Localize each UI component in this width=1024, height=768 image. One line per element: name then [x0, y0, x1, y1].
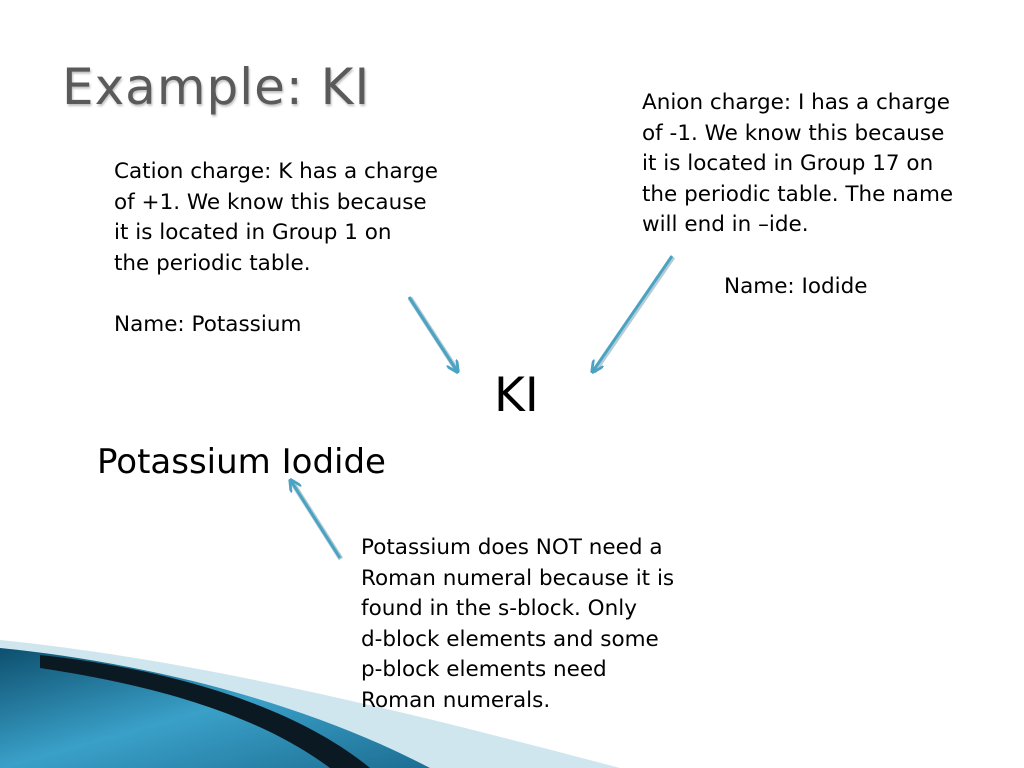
- spacer: [642, 241, 1022, 272]
- cation-line: of +1. We know this because: [114, 189, 427, 215]
- anion-line: of -1. We know this because: [642, 120, 945, 146]
- cation-line: the periodic table.: [114, 250, 311, 276]
- note-line: Potassium does NOT need a: [361, 535, 663, 560]
- compound-name: Potassium Iodide: [97, 442, 386, 482]
- anion-line: Anion charge: I has a charge: [642, 90, 950, 115]
- anion-line: will end in –ide.: [642, 212, 809, 238]
- spacer: [114, 279, 494, 310]
- note-line: p-block elements need: [361, 657, 607, 683]
- chemical-formula: KI: [494, 368, 539, 423]
- cation-name: Name: Potassium: [114, 311, 302, 337]
- cation-line: Cation charge: K has a charge: [114, 159, 438, 184]
- cation-line: it is located in Group 1 on: [114, 220, 392, 246]
- arrow-note-to-compound: [291, 481, 341, 559]
- note-line: d-block elements and some: [361, 626, 659, 652]
- roman-numeral-note: [361, 533, 731, 717]
- note-line: Roman numeral because it is: [361, 565, 675, 591]
- anion-line: the periodic table. The name: [642, 181, 954, 207]
- anion-textbox: [642, 88, 1022, 302]
- cation-textbox: [114, 157, 494, 341]
- slide-title: Example: KI: [62, 58, 371, 116]
- anion-line: it is located in Group 17 on: [642, 151, 934, 177]
- note-line: found in the s-block. Only: [361, 596, 637, 622]
- note-line: Roman numerals.: [361, 687, 551, 713]
- anion-name: Name: Iodide: [724, 273, 868, 299]
